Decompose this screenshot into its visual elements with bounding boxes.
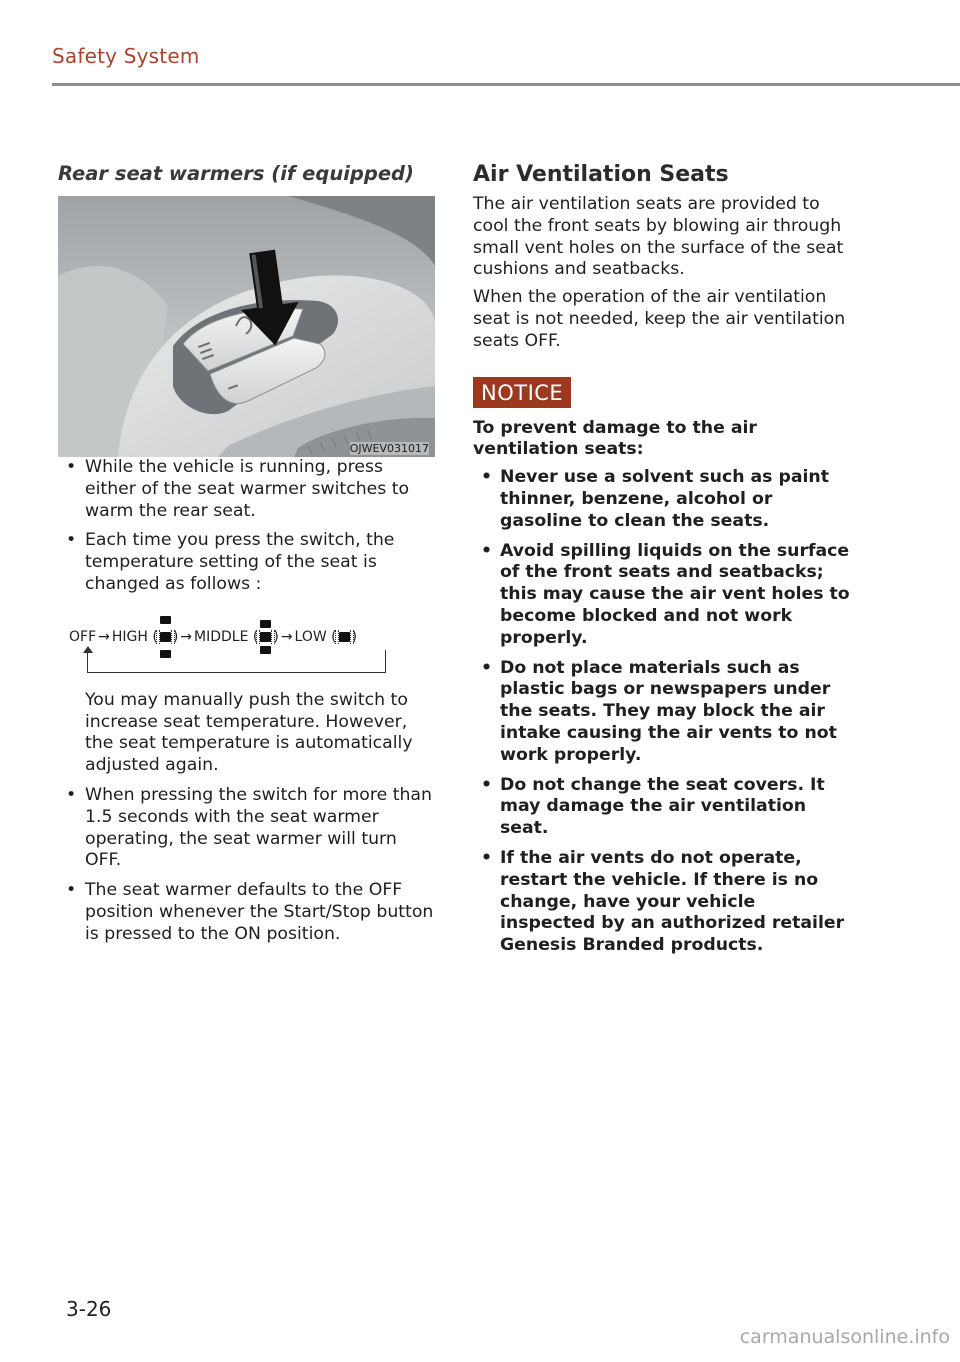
header-rule xyxy=(52,83,960,86)
watermark-text: carmanualsonline.info xyxy=(739,1326,950,1348)
arrow-right-icon: → xyxy=(98,628,110,645)
cycle-off-label: OFF xyxy=(69,628,97,645)
cycle-close-paren: ) xyxy=(273,628,279,645)
arrow-up-icon xyxy=(83,646,93,653)
cycle-note: You may manually push the switch to increase seat temperature. However, the seat temperature is automatically adjusted again. xyxy=(85,689,413,776)
notice-lead: To prevent damage to the air ventilation seats: xyxy=(473,417,757,460)
low-heat-icon xyxy=(339,632,350,642)
list-item: • When pressing the switch for more than 1.5 seconds with the seat warmer operating, the seat warmer will turn OFF. xyxy=(58,785,438,872)
cycle-close-paren: ) xyxy=(172,628,179,645)
rear-seat-warmers-heading: Rear seat warmers (if equipped) xyxy=(58,162,414,185)
cycle-low-label: LOW ( xyxy=(294,628,337,645)
seat-warmer-switch-photo xyxy=(58,196,435,457)
temperature-cycle-diagram xyxy=(58,608,438,688)
ventilation-paragraph: When the operation of the air ventilation seat is not needed, keep the air ventilation seats OFF. xyxy=(473,287,846,351)
page-number: 3-26 xyxy=(66,1297,112,1321)
list-item: • Each time you press the switch, the temperature setting of the seat is changed as follows : xyxy=(58,530,438,595)
list-item: • Avoid spilling liquids on the surface of the front seats and seatbacks; this may cause the air vent holes to become blocked and not work properly. xyxy=(473,541,853,650)
air-ventilation-heading: Air Ventilation Seats xyxy=(473,162,729,187)
list-item: • If the air vents do not operate, restart the vehicle. If there is no change, have your vehicle inspected by an authorized retailer Genesis Branded products. xyxy=(473,848,853,957)
arrow-right-icon: → xyxy=(280,628,293,645)
list-item: • While the vehicle is running, press either of the seat warmer switches to warm the rear seat. xyxy=(58,457,438,522)
arrow-right-icon: → xyxy=(180,628,193,645)
high-heat-icon xyxy=(160,632,171,642)
cycle-high-label: HIGH ( xyxy=(111,628,158,645)
right-column xyxy=(473,160,853,965)
ventilation-paragraph: The air ventilation seats are provided to cool the front seats by blowing air through small vent holes on the surface of the seat cushions and seatbacks. xyxy=(473,194,844,280)
list-item: • Do not place materials such as plastic bags or newspapers under the seats. They may block the air intake causing the air vents to not work properly. xyxy=(473,658,853,767)
seat-warmer-bullets-continued xyxy=(58,785,438,946)
cycle-close-paren: ) xyxy=(351,628,358,645)
list-item: • The seat warmer defaults to the OFF position whenever the Start/Stop button is pressed to the ON position. xyxy=(58,880,438,945)
list-item: • Do not change the seat covers. It may damage the air ventilation seat. xyxy=(473,775,853,840)
image-reference-code: OJWEV031017 xyxy=(349,442,429,455)
left-column xyxy=(58,160,438,954)
section-header-title: Safety System xyxy=(52,44,200,68)
middle-heat-icon xyxy=(260,632,271,642)
cycle-middle-label: MIDDLE ( xyxy=(194,628,259,645)
cycle-return-line xyxy=(87,650,386,673)
notice-badge: NOTICE xyxy=(473,377,571,408)
notice-list xyxy=(473,467,853,957)
list-item: • Never use a solvent such as paint thinner, benzene, alcohol or gasoline to clean the seats. xyxy=(473,467,853,532)
seat-warmer-bullets xyxy=(58,457,438,596)
